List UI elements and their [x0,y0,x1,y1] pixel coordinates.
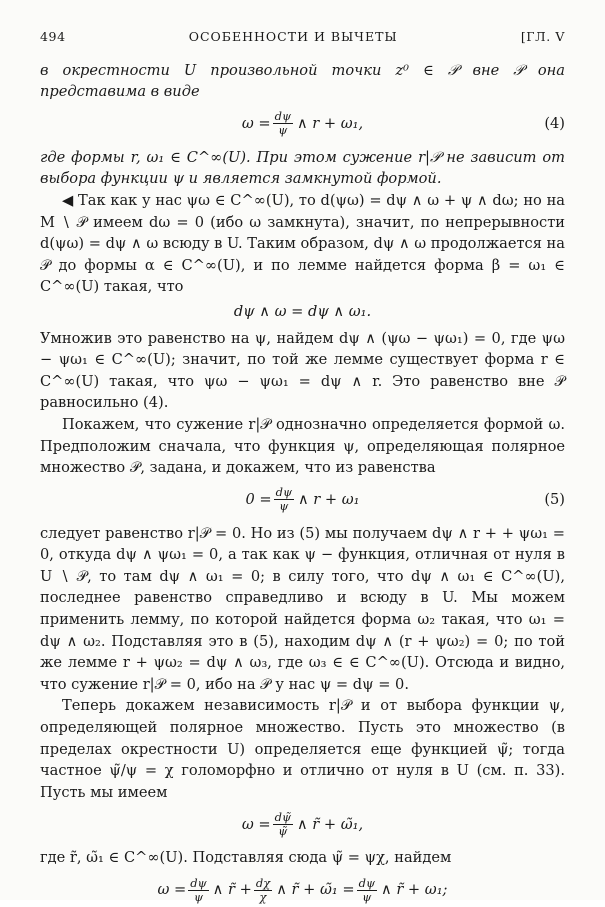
formula-substitution [40,873,565,907]
formula-tilde [40,807,565,841]
formula-sub-b-tail: ∧ r̃ + ω̃₁ = [276,881,355,899]
equation-number-5: (5) [544,490,565,508]
formula-tilde-numerator: dψ̃ [274,809,291,824]
formula-sub-c-numerator: dψ [358,875,375,890]
formula-sub-a-numerator: dψ [190,875,207,890]
formula-4-numerator: dψ [274,109,291,124]
formula-tilde-denominator: ψ̃ [278,823,288,838]
paragraph-3: ◀ Так как у нас ψω ∈ C^∞(U), то d(ψω) = dψ ∧ ω + ψ ∧ dω; но на M ∖ 𝒫 имеем dω = 0 (ибо ω замкнута), значит, по непрерывности d(ψω) = dψ ∧ ω всюду в U. Таким образом, dψ ∧ ω продолжается на 𝒫 до формы α ∈ C^∞(U), и по лемме найдется форма β = ω₁ ∈ C^∞(U) такая, что [40,191,565,296]
paragraph-7: Теперь докажем независимость r|𝒫 и от выбора функции ψ, определяющей полярное множество. Пусть это множество (в пределах окрестности U) определяется еще функцией ψ̃; тогда частное ψ̃/ψ = χ голоморфно и отлично от нуля в U (см. п. 33). Пусть мы имеем [40,697,565,801]
paragraph-2: где формы r, ω₁ ∈ C^∞(U). При этом сужение r|𝒫 не зависит от выбора функции ψ и является замкнутой формой. [40,148,565,188]
paragraph-4: Умножив это равенство на ψ, найдем dψ ∧ (ψω − ψω₁) = 0, где ψω − ψω₁ ∈ C^∞(U); значит, по той же лемме существует форма r ∈ C^∞(U) такая, что ψω − ψω₁ = dψ ∧ r. Это равенство вне 𝒫 равносильно (4). [40,329,565,412]
formula-sub-a-denominator: ψ [193,889,203,904]
formula-5 [40,483,565,517]
equation-number-4: (4) [544,114,565,132]
paragraph-5: Покажем, что сужение r|𝒫 однозначно определяется формой ω. Предположим сначала, что функция ψ, определяющая полярное множество 𝒫, задана, и докажем, что из равенства [40,415,565,477]
formula-5-numerator: dψ [275,485,292,500]
formula-dpsi-omega: dψ ∧ ω = dψ ∧ ω₁. [233,302,372,320]
formula-sub-b-denominator: χ [259,889,267,904]
page-header [40,26,565,48]
formula-5-denominator: ψ [279,499,289,514]
paragraph-6: следует равенство r|𝒫 = 0. Но из (5) мы получаем dψ ∧ r + + ψω₁ = 0, откуда dψ ∧ ψω₁ = 0, а так как ψ − функция, отличная от нуля в U ∖ 𝒫, то там dψ ∧ ω₁ = 0; в силу того, что dψ ∧ ω₁ ∈ C^∞(U), последнее равенство справедливо и всюду в U. Мы можем применить лемму, по которой найдется форма ω₂ такая, что ω₁ = dψ ∧ ω₂. Подставляя это в (5), находим dψ ∧ (r + ψω₂) = 0; по той же лемме r + ψω₂ = dψ ∧ ω₃, где ω₃ ∈ ∈ C^∞(U). Отсюда и видно, что сужение r|𝒫 = 0, ибо на 𝒫 у нас ψ = dψ = 0. [40,524,565,693]
formula-5-tail: ∧ r + ω₁ [297,490,360,508]
formula-4-lead: ω = [241,114,271,132]
formula-sub-c-tail: ∧ r̃ + ω₁; [381,881,448,899]
formula-tilde-lead: ω = [241,815,271,833]
chapter-label: [ГЛ. V [520,29,565,44]
formula-sub-lead: ω = [157,881,187,899]
formula-4-fraction [273,110,293,137]
running-title: ОСОБЕННОСТИ И ВЫЧЕТЫ [188,29,398,44]
formula-sub-a-tail: ∧ r̃ + [212,881,252,899]
formula-4 [40,107,565,141]
formula-sub-b-numerator: dχ [255,875,271,890]
formula-tilde-tail: ∧ r̃ + ω̃₁, [296,815,364,833]
formula-5-fraction [274,486,294,513]
formula-4-tail: ∧ r + ω₁, [296,114,364,132]
formula-4-denominator: ψ [278,123,288,138]
formula-5-lead: 0 = [245,490,272,508]
formula-sub-c-denominator: ψ [362,889,372,904]
paragraph-1: в окрестности U произвольной точки z⁰ ∈ 𝒫 вне 𝒫 она представима в виде [40,61,565,101]
paragraph-8: где r̃, ω̃₁ ∈ C^∞(U). Подставляя сюда ψ̃ = ψχ, найдем [40,849,452,867]
formula-sub-fraction-c [357,877,377,904]
page-number: 494 [40,29,66,44]
formula-sub-fraction-b [254,877,272,904]
formula-tilde-fraction [273,811,293,838]
formula-sub-fraction-a [188,877,208,904]
